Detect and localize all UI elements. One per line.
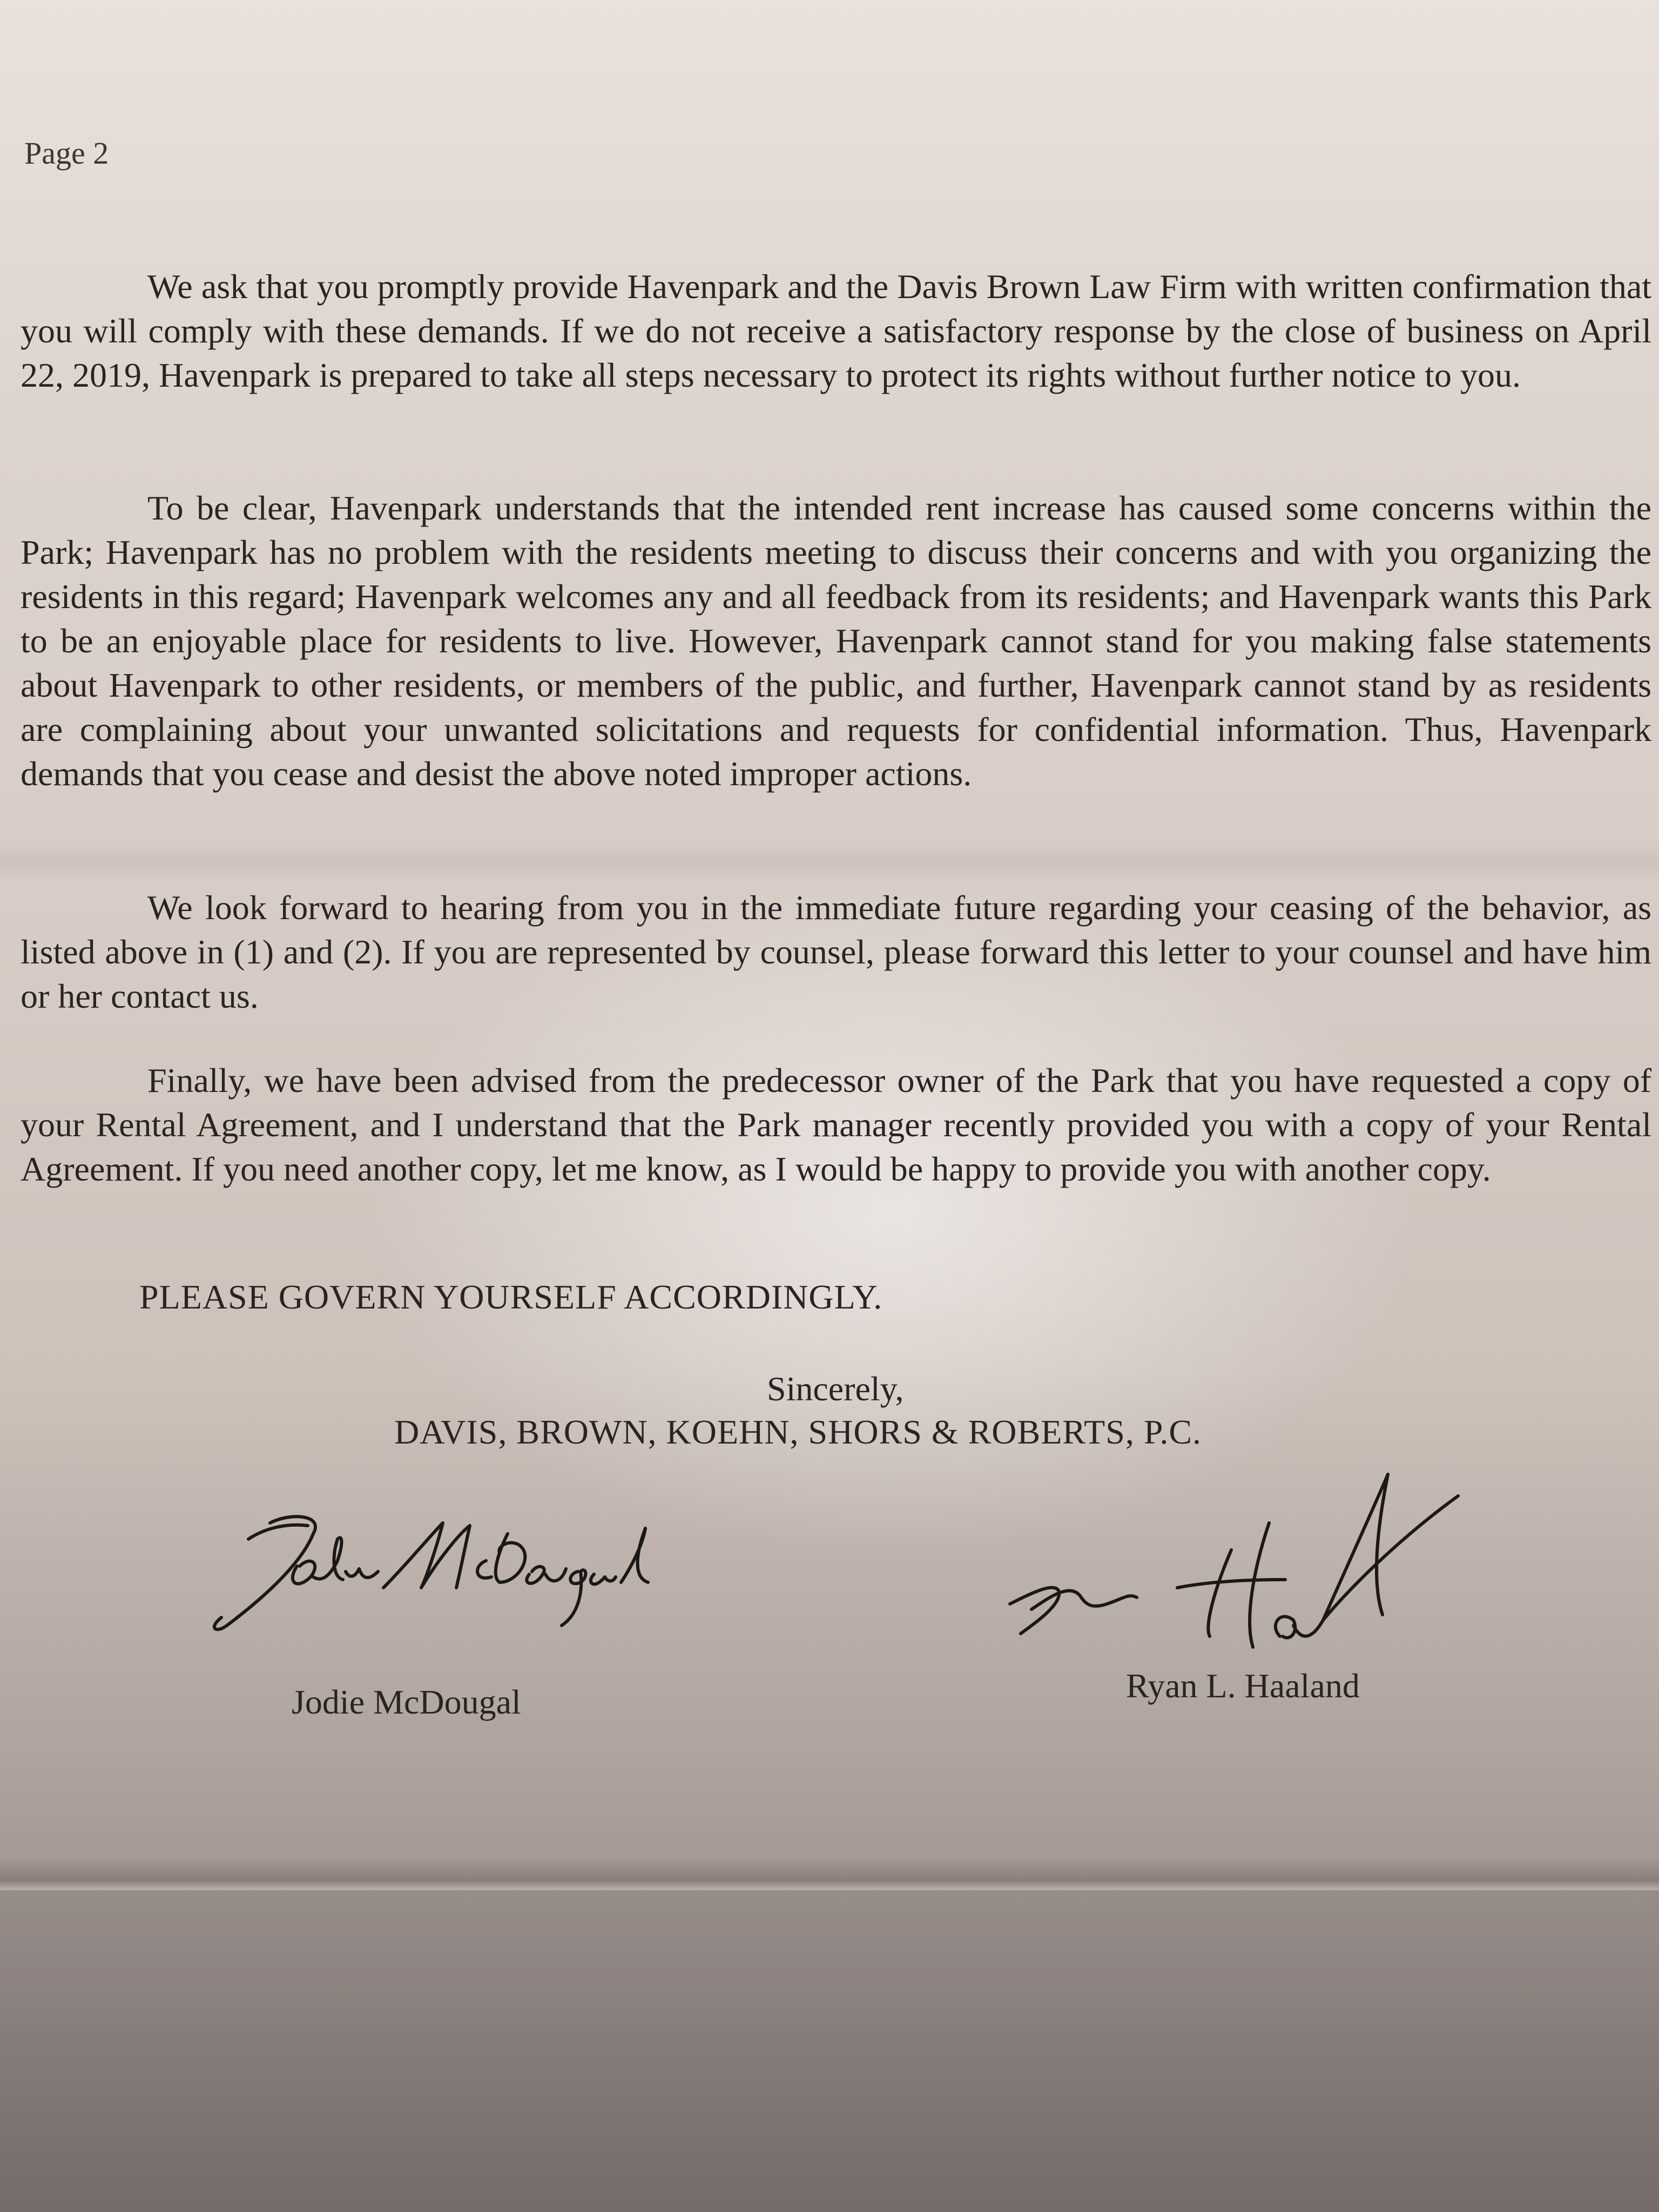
paper-fold-shadow [0,1858,1659,1890]
signature-ryan-haaland [999,1447,1550,1674]
page-number: Page 2 [24,136,109,171]
paragraph-text: We look forward to hearing from you in the immediate future regarding your ceasing of the behavior, as listed above in (1) and (2). If you are represented by counsel, please forward this letter to your counsel and have him or her contact us. [21,888,1651,1015]
govern-yourself-line: PLEASE GOVERN YOURSELF ACCORDINGLY. [139,1278,883,1316]
paper-lower-panel [0,1890,1659,2212]
paragraph-future-contact [21,886,1651,1019]
valediction: Sincerely, [767,1370,904,1408]
law-firm-name: DAVIS, BROWN, KOEHN, SHORS & ROBERTS, P.C. [394,1413,1202,1451]
paper-crease [0,842,1659,880]
paragraph-rental-agreement [21,1058,1651,1191]
paragraph-text: Finally, we have been advised from the predecessor owner of the Park that you have requested a copy of your Rental Agreement, and I understand that the Park manager recently provided you with a copy of your Rental Agreement. If you need another copy, let me know, as I would be happy to provide you with another copy. [21,1061,1651,1188]
signer-name-right: Ryan L. Haaland [1126,1667,1360,1705]
signer-name-left: Jodie McDougal [292,1683,521,1721]
paragraph-text: We ask that you promptly provide Havenpark and the Davis Brown Law Firm with written confirmation that you will comply with these demands. If we do not receive a satisfactory response by the close of business on April 22, 2019, Havenpark is prepared to take all steps necessary to protect its rights without further notice to you. [21,267,1651,394]
paragraph-text: To be clear, Havenpark understands that the intended rent increase has caused some concerns within the Park; Havenpark has no problem with the residents meeting to discuss their concerns and with you organizing the residents in this regard; Havenpark welcomes any and all feedback from its residents; and Havenpark wants this Park to be an enjoyable place for residents to live. However, Havenpark cannot stand for you making false statements about Havenpark to other residents, or members of the public, and further, Havenpark cannot stand by as residents are complaining about your unwanted solicitations and requests for confidential information. Thus, Havenpark demands that you cease and desist the above noted improper actions. [21,489,1651,793]
signature-jodie-mcdougal [205,1501,670,1642]
paragraph-rent-increase [21,486,1651,796]
paragraph-written-confirmation [21,265,1651,397]
